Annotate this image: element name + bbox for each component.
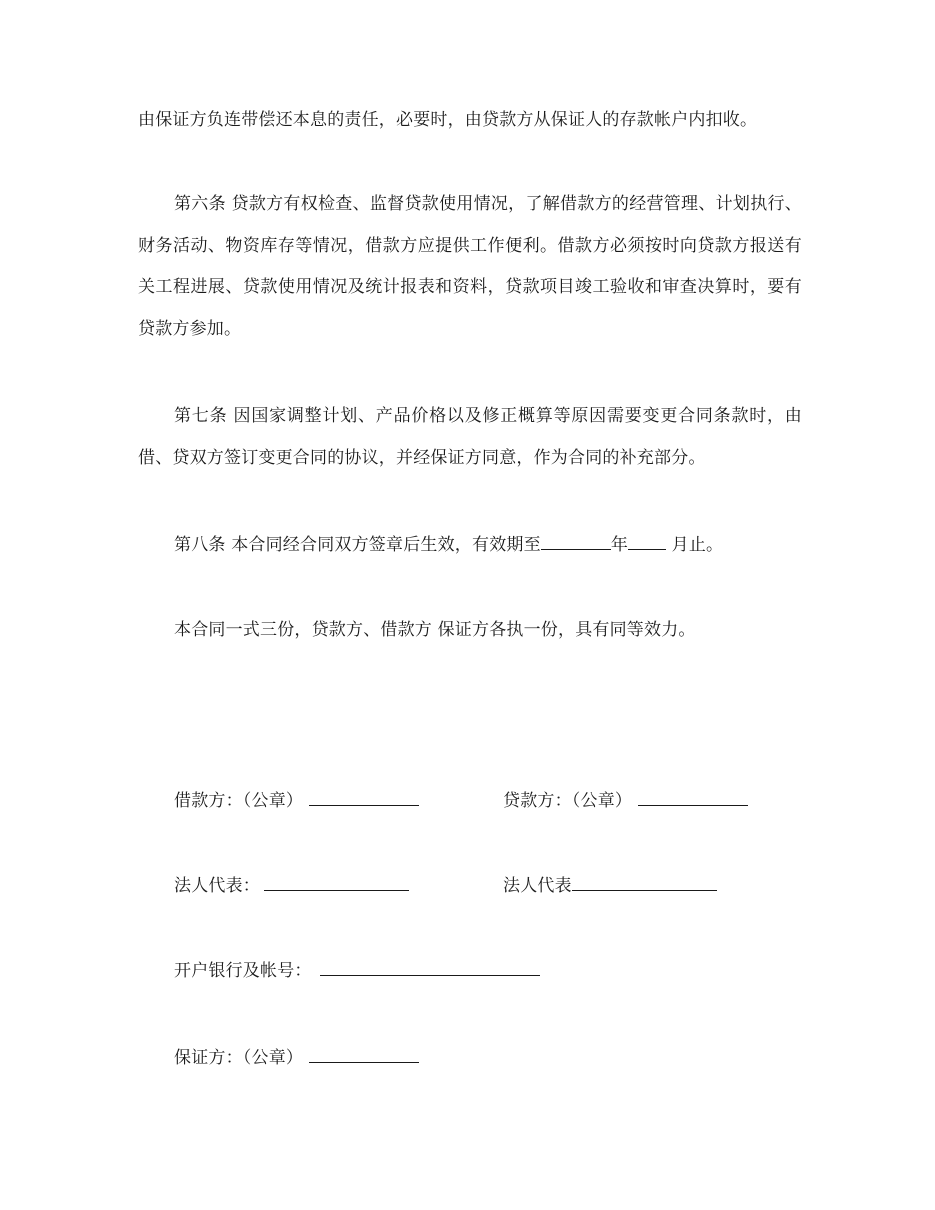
borrower-rep-blank[interactable] xyxy=(264,873,409,891)
bank-account-label: 开户银行及帐号： xyxy=(174,961,312,981)
article-6: 第六条 贷款方有权检查、监督贷款使用情况，了解借款方的经营管理、计划执行、财务活动、物资库存等情况，借款方应提供工作便利。借款方必须按时向贷款方报送有关工程进展、贷款使用情况及统计报表和资料，贷款项目竣工验收和审查决算时，要有贷款方参加。 xyxy=(138,194,802,339)
borrower-signature xyxy=(174,788,419,813)
copies-clause: 本合同一式三份，贷款方、借款方 保证方各执一份，具有同等效力。 xyxy=(174,620,696,640)
paragraph-continuation: 由保证方负连带偿还本息的责任，必要时，由贷款方从保证人的存款帐户内扣收。 xyxy=(138,110,758,130)
article-8-month-label: 月止。 xyxy=(666,535,724,555)
article-8 xyxy=(174,532,723,557)
borrower-label: 借款方：（公章） xyxy=(174,791,304,811)
borrower-seal-blank[interactable] xyxy=(309,788,419,806)
lender-rep-blank[interactable] xyxy=(572,873,717,891)
lender-rep-label: 法人代表 xyxy=(503,876,572,896)
article-8-text: 第八条 本合同经合同双方签章后生效，有效期至 xyxy=(174,535,541,555)
article-8-year-label: 年 xyxy=(610,535,629,555)
bank-account-blank[interactable] xyxy=(320,958,540,976)
lender-signature xyxy=(503,788,748,813)
borrower-rep-signature xyxy=(174,873,409,898)
expiry-year-blank[interactable] xyxy=(541,532,611,550)
expiry-month-blank[interactable] xyxy=(628,532,666,550)
guarantor-signature xyxy=(174,1045,419,1070)
guarantor-seal-blank[interactable] xyxy=(309,1045,419,1063)
lender-rep-signature xyxy=(503,873,717,898)
lender-label: 贷款方：（公章） xyxy=(503,791,633,811)
lender-seal-blank[interactable] xyxy=(638,788,748,806)
article-7: 第七条 因国家调整计划、产品价格以及修正概算等原因需要变更合同条款时，由借、贷双方签订变更合同的协议，并经保证方同意，作为合同的补充部分。 xyxy=(138,406,802,468)
borrower-rep-label: 法人代表： xyxy=(174,876,260,896)
bank-account-line xyxy=(174,958,540,983)
guarantor-label: 保证方：（公章） xyxy=(174,1048,304,1068)
